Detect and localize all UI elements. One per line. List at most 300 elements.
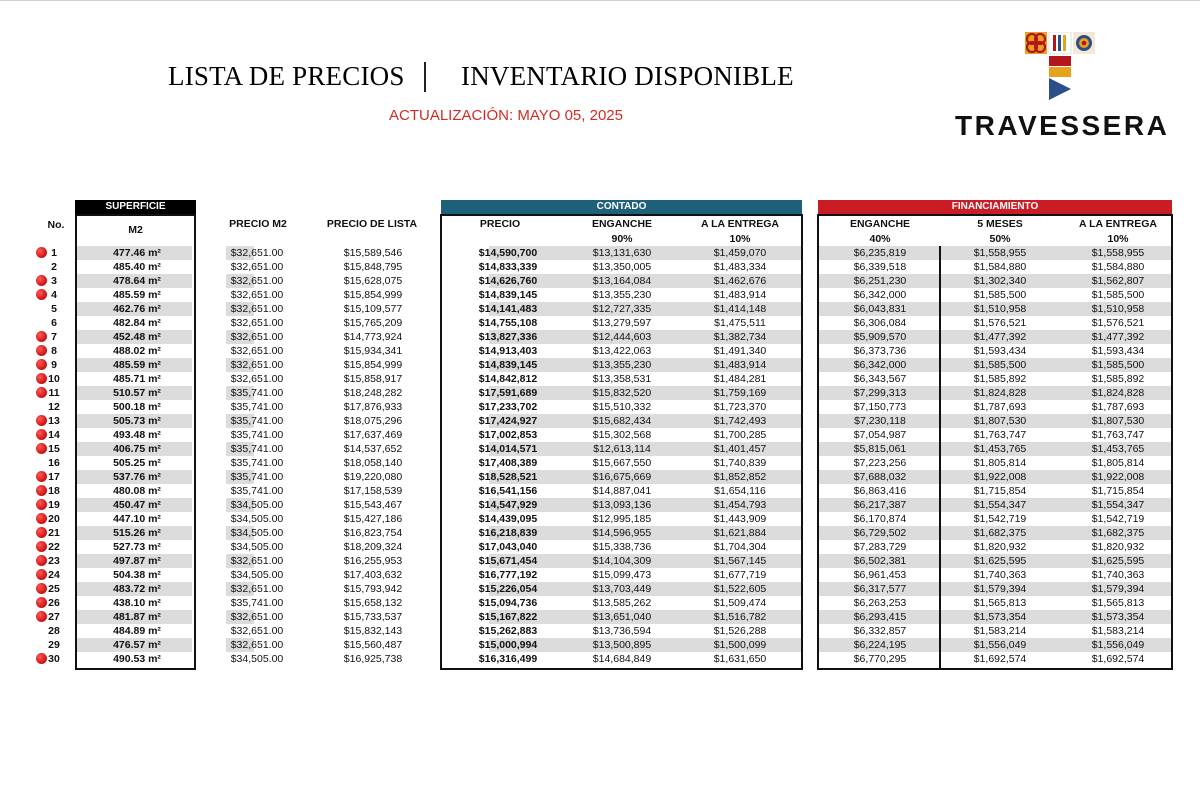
cell-enganche-90: $12,727,335 — [592, 303, 652, 315]
cell-precio-lista: $14,773,924 — [343, 331, 403, 343]
cell-no: 25 — [48, 583, 60, 595]
cell-enganche-90: $12,995,185 — [592, 513, 652, 525]
cell-fin-entrega-10: $1,542,719 — [1091, 513, 1145, 525]
cell-no: 29 — [48, 639, 60, 651]
cell-precio-lista: $17,158,539 — [343, 485, 403, 497]
cell-5-meses-50: $1,715,854 — [973, 485, 1027, 497]
cell-no: 16 — [48, 457, 60, 469]
cell-precio: $14,839,145 — [478, 359, 538, 371]
cell-fin-entrega-10: $1,558,955 — [1091, 247, 1145, 259]
cell-5-meses-50: $1,510,958 — [973, 303, 1027, 315]
cell-5-meses-50: $1,579,394 — [973, 583, 1027, 595]
cell-precio-lista: $16,925,738 — [343, 653, 403, 665]
cell-no: 26 — [48, 597, 60, 609]
cell-precio: $14,842,812 — [478, 373, 538, 385]
cell-enganche-40: $6,235,819 — [853, 247, 907, 259]
cell-5-meses-50: $1,302,340 — [973, 275, 1027, 287]
cell-enganche-40: $7,054,987 — [853, 429, 907, 441]
col-m2: M2 — [128, 224, 143, 236]
cell-enganche-90: $15,338,736 — [592, 541, 652, 553]
cell-enganche-40: $6,224,195 — [853, 639, 907, 651]
cell-precio-lista: $17,876,933 — [343, 401, 403, 413]
cell-enganche-40: $7,230,118 — [854, 415, 906, 427]
cell-no: 4 — [51, 289, 57, 301]
cell-precio: $15,167,822 — [478, 611, 538, 623]
cell-enganche-40: $6,217,387 — [853, 499, 907, 511]
cell-precio-lista: $18,058,140 — [343, 457, 403, 469]
cell-m2: 452.48 m² — [113, 331, 161, 343]
travessera-logo-icon — [1025, 32, 1095, 102]
cell-fin-entrega-10: $1,763,747 — [1091, 429, 1145, 441]
cell-fin-entrega-10: $1,805,814 — [1091, 457, 1145, 469]
col-meses-fin-pct: 50% — [989, 233, 1011, 245]
cell-enganche-90: $15,682,434 — [592, 415, 652, 427]
cell-enganche-90: $14,684,849 — [592, 653, 652, 665]
cell-enganche-40: $6,293,415 — [853, 611, 907, 623]
cell-m2: 450.47 m² — [113, 499, 161, 511]
cell-precio: $14,439,095 — [478, 513, 538, 525]
cell-fin-entrega-10: $1,554,347 — [1091, 499, 1145, 511]
cell-precio-m2: $32,651.00 — [230, 275, 284, 287]
cell-fin-entrega-10: $1,593,434 — [1091, 345, 1145, 357]
cell-precio: $13,827,336 — [478, 331, 538, 343]
cell-no: 1 — [51, 247, 57, 259]
cell-entrega-10: $1,522,605 — [713, 583, 767, 595]
cell-5-meses-50: $1,787,693 — [973, 401, 1027, 413]
cell-m2: 527.73 m² — [113, 541, 161, 553]
cell-no: 20 — [48, 513, 60, 525]
contado-frame — [440, 214, 803, 670]
cell-precio: $15,262,883 — [478, 625, 538, 637]
cell-fin-entrega-10: $1,807,530 — [1091, 415, 1145, 427]
cell-entrega-10: $1,723,370 — [713, 401, 767, 413]
cell-precio-m2: $34,505.00 — [230, 513, 284, 525]
cell-precio-m2: $34,505.00 — [230, 653, 284, 665]
cell-precio-lista: $18,209,324 — [343, 541, 403, 553]
cell-enganche-90: $13,585,262 — [592, 597, 652, 609]
cell-fin-entrega-10: $1,715,854 — [1091, 485, 1145, 497]
band-contado: CONTADO — [441, 200, 802, 214]
cell-precio-m2: $35,741.00 — [230, 401, 284, 413]
cell-5-meses-50: $1,692,574 — [973, 653, 1027, 665]
band-superficie: SUPERFICIE — [75, 200, 196, 214]
cell-m2: 480.08 m² — [113, 485, 161, 497]
cell-precio: $17,408,389 — [478, 457, 538, 469]
cell-no: 28 — [48, 625, 60, 637]
col-entrega-fin: A LA ENTREGA — [1079, 218, 1157, 230]
cell-enganche-40: $6,339,518 — [853, 261, 907, 273]
cell-precio-lista: $15,854,999 — [343, 359, 403, 371]
cell-precio-m2: $32,651.00 — [230, 303, 284, 315]
cell-precio: $15,094,736 — [478, 597, 538, 609]
cell-fin-entrega-10: $1,583,214 — [1091, 625, 1145, 637]
cell-entrega-10: $1,704,304 — [713, 541, 767, 553]
cell-m2: 485.59 m² — [113, 359, 161, 371]
cell-entrega-10: $1,759,169 — [713, 387, 767, 399]
cell-enganche-40: $6,863,416 — [853, 485, 907, 497]
cell-no: 14 — [48, 429, 60, 441]
cell-5-meses-50: $1,682,375 — [973, 527, 1027, 539]
cell-precio: $17,591,689 — [478, 387, 538, 399]
cell-precio-m2: $35,741.00 — [230, 387, 284, 399]
cell-entrega-10: $1,621,884 — [713, 527, 767, 539]
top-border — [0, 0, 1200, 1]
cell-precio-lista: $15,109,577 — [343, 303, 403, 315]
col-precio-lista: PRECIO DE LISTA — [326, 218, 418, 230]
cell-m2: 406.75 m² — [113, 443, 161, 455]
cell-precio-m2: $32,651.00 — [230, 583, 284, 595]
cell-m2: 438.10 m² — [113, 597, 161, 609]
cell-enganche-90: $13,093,136 — [592, 499, 652, 511]
cell-precio: $15,000,994 — [478, 639, 538, 651]
col-meses-fin: 5 MESES — [977, 218, 1023, 230]
cell-5-meses-50: $1,763,747 — [973, 429, 1027, 441]
cell-m2: 505.25 m² — [113, 457, 161, 469]
cell-precio: $16,777,192 — [478, 569, 538, 581]
cell-precio-m2: $32,651.00 — [230, 289, 284, 301]
cell-entrega-10: $1,500,099 — [713, 639, 767, 651]
title-separator — [424, 62, 426, 92]
cell-m2: 490.53 m² — [113, 653, 161, 665]
cell-5-meses-50: $1,565,813 — [973, 597, 1027, 609]
cell-no: 10 — [48, 373, 60, 385]
cell-precio-lista: $16,823,754 — [343, 527, 403, 539]
cell-enganche-90: $13,164,084 — [592, 275, 652, 287]
cell-entrega-10: $1,414,148 — [713, 303, 767, 315]
cell-enganche-90: $13,355,230 — [592, 359, 652, 371]
cell-enganche-40: $7,150,773 — [853, 401, 907, 413]
cell-precio: $14,755,108 — [478, 317, 538, 329]
cell-entrega-10: $1,654,116 — [714, 485, 766, 497]
cell-precio: $14,913,403 — [478, 345, 538, 357]
cell-entrega-10: $1,454,793 — [713, 499, 767, 511]
cell-precio: $18,528,521 — [478, 471, 538, 483]
cell-enganche-40: $5,815,061 — [853, 443, 907, 455]
cell-enganche-40: $6,342,000 — [853, 289, 907, 301]
cell-precio-lista: $15,848,795 — [343, 261, 403, 273]
cell-5-meses-50: $1,625,595 — [973, 555, 1027, 567]
col-precio-m2: PRECIO M2 — [229, 218, 287, 230]
cell-enganche-90: $13,350,005 — [592, 261, 652, 273]
cell-no: 7 — [51, 331, 57, 343]
cell-5-meses-50: $1,585,500 — [973, 359, 1027, 371]
cell-fin-entrega-10: $1,692,574 — [1091, 653, 1145, 665]
cell-m2: 497.87 m² — [113, 555, 161, 567]
cell-entrega-10: $1,740,839 — [713, 457, 767, 469]
cell-m2: 515.26 m² — [113, 527, 161, 539]
cell-entrega-10: $1,631,650 — [713, 653, 767, 665]
cell-precio: $17,233,702 — [478, 401, 538, 413]
cell-enganche-40: $6,251,230 — [853, 275, 907, 287]
cell-precio: $17,043,040 — [478, 541, 538, 553]
cell-5-meses-50: $1,824,828 — [973, 387, 1027, 399]
cell-5-meses-50: $1,542,719 — [973, 513, 1027, 525]
cell-entrega-10: $1,677,719 — [713, 569, 767, 581]
cell-5-meses-50: $1,922,008 — [973, 471, 1027, 483]
cell-no: 13 — [48, 415, 60, 427]
cell-5-meses-50: $1,820,932 — [973, 541, 1027, 553]
cell-fin-entrega-10: $1,477,392 — [1091, 331, 1145, 343]
cell-fin-entrega-10: $1,787,693 — [1091, 401, 1145, 413]
cell-enganche-90: $13,651,040 — [592, 611, 652, 623]
cell-5-meses-50: $1,573,354 — [973, 611, 1027, 623]
cell-entrega-10: $1,700,285 — [713, 429, 767, 441]
cell-m2: 504.38 m² — [113, 569, 161, 581]
cell-precio-lista: $15,765,209 — [343, 317, 403, 329]
cell-precio-lista: $18,075,296 — [343, 415, 403, 427]
cell-precio-m2: $32,651.00 — [230, 611, 284, 623]
cell-precio: $16,541,156 — [478, 485, 538, 497]
cell-precio-m2: $32,651.00 — [230, 345, 284, 357]
cell-precio-lista: $15,934,341 — [343, 345, 403, 357]
cell-no: 15 — [48, 443, 60, 455]
cell-precio-m2: $32,651.00 — [230, 555, 284, 567]
cell-precio-lista: $16,255,953 — [343, 555, 403, 567]
cell-no: 2 — [51, 261, 57, 273]
cell-enganche-40: $6,317,577 — [853, 583, 907, 595]
financiamiento-frame — [817, 214, 1173, 670]
cell-fin-entrega-10: $1,556,049 — [1091, 639, 1145, 651]
cell-enganche-40: $6,306,084 — [853, 317, 907, 329]
cell-fin-entrega-10: $1,562,807 — [1091, 275, 1145, 287]
cell-enganche-90: $12,444,603 — [592, 331, 652, 343]
cell-precio-lista: $14,537,652 — [343, 443, 403, 455]
cell-precio-lista: $17,637,469 — [343, 429, 403, 441]
cell-entrega-10: $1,742,493 — [713, 415, 767, 427]
cell-5-meses-50: $1,807,530 — [973, 415, 1027, 427]
cell-5-meses-50: $1,593,434 — [973, 345, 1027, 357]
cell-m2: 483.72 m² — [113, 583, 161, 595]
cell-enganche-90: $15,510,332 — [592, 401, 652, 413]
cell-enganche-40: $7,283,729 — [853, 541, 907, 553]
cell-enganche-90: $14,596,955 — [592, 527, 652, 539]
cell-no: 17 — [48, 471, 60, 483]
cell-entrega-10: $1,483,914 — [713, 359, 767, 371]
cell-no: 8 — [51, 345, 57, 357]
col-entrega-contado-pct: 10% — [729, 233, 751, 245]
cell-no: 12 — [48, 401, 60, 413]
cell-precio: $14,547,929 — [478, 499, 538, 511]
cell-5-meses-50: $1,585,500 — [973, 289, 1027, 301]
cell-entrega-10: $1,459,070 — [713, 247, 767, 259]
cell-fin-entrega-10: $1,565,813 — [1091, 597, 1145, 609]
cell-precio: $16,316,499 — [478, 653, 538, 665]
cell-no: 24 — [48, 569, 60, 581]
page-title: LISTA DE PRECIOS — [168, 61, 405, 91]
cell-enganche-90: $14,887,041 — [592, 485, 652, 497]
cell-precio-m2: $32,651.00 — [230, 261, 284, 273]
cell-no: 6 — [51, 317, 57, 329]
cell-m2: 537.76 m² — [113, 471, 161, 483]
cell-5-meses-50: $1,477,392 — [973, 331, 1027, 343]
cell-entrega-10: $1,509,474 — [713, 597, 767, 609]
cell-fin-entrega-10: $1,579,394 — [1091, 583, 1145, 595]
col-entrega-contado: A LA ENTREGA — [701, 218, 779, 230]
cell-m2: 505.73 m² — [113, 415, 161, 427]
cell-precio-lista: $15,793,942 — [343, 583, 403, 595]
cell-precio: $14,833,339 — [478, 261, 538, 273]
cell-5-meses-50: $1,453,765 — [973, 443, 1027, 455]
cell-precio-lista: $15,733,537 — [343, 611, 403, 623]
cell-enganche-40: $6,729,502 — [853, 527, 907, 539]
cell-precio-lista: $15,858,917 — [343, 373, 403, 385]
cell-m2: 476.57 m² — [113, 639, 161, 651]
cell-fin-entrega-10: $1,922,008 — [1091, 471, 1145, 483]
cell-precio: $17,424,927 — [478, 415, 538, 427]
cell-entrega-10: $1,401,457 — [713, 443, 767, 455]
cell-5-meses-50: $1,740,363 — [973, 569, 1027, 581]
cell-no: 19 — [48, 499, 60, 511]
col-precio: PRECIO — [479, 218, 521, 230]
cell-m2: 478.64 m² — [113, 275, 161, 287]
cell-no: 23 — [48, 555, 60, 567]
cell-fin-entrega-10: $1,576,521 — [1091, 317, 1145, 329]
col-entrega-fin-pct: 10% — [1107, 233, 1129, 245]
cell-entrega-10: $1,484,281 — [713, 373, 767, 385]
cell-enganche-90: $15,667,550 — [592, 457, 652, 469]
cell-fin-entrega-10: $1,584,880 — [1091, 261, 1145, 273]
cell-fin-entrega-10: $1,820,932 — [1091, 541, 1145, 553]
cell-precio: $14,141,483 — [478, 303, 538, 315]
cell-fin-entrega-10: $1,585,500 — [1091, 289, 1145, 301]
cell-no: 18 — [48, 485, 60, 497]
cell-fin-entrega-10: $1,573,354 — [1091, 611, 1145, 623]
cell-precio-lista: $15,832,143 — [343, 625, 403, 637]
cell-precio-m2: $35,741.00 — [230, 485, 284, 497]
col-enganche-contado-pct: 90% — [611, 233, 633, 245]
cell-fin-entrega-10: $1,625,595 — [1091, 555, 1145, 567]
cell-no: 3 — [51, 275, 57, 287]
col-enganche-fin-pct: 40% — [869, 233, 891, 245]
cell-fin-entrega-10: $1,740,363 — [1091, 569, 1145, 581]
cell-enganche-90: $13,422,063 — [592, 345, 652, 357]
cell-precio: $14,839,145 — [478, 289, 538, 301]
cell-enganche-40: $6,961,453 — [853, 569, 907, 581]
brand-name: TRAVESSERA — [955, 110, 1170, 141]
page-subtitle: INVENTARIO DISPONIBLE — [461, 61, 794, 91]
cell-m2: 510.57 m² — [113, 387, 161, 399]
cell-precio-m2: $32,651.00 — [230, 359, 284, 371]
cell-no: 30 — [48, 653, 60, 665]
cell-m2: 477.46 m² — [113, 247, 161, 259]
cell-no: 22 — [48, 541, 60, 553]
superficie-frame — [75, 214, 196, 670]
cell-precio-lista: $15,628,075 — [343, 275, 403, 287]
cell-enganche-40: $6,043,831 — [853, 303, 907, 315]
cell-enganche-40: $6,343,567 — [853, 373, 907, 385]
cell-enganche-90: $13,703,449 — [592, 583, 652, 595]
cell-precio-m2: $32,651.00 — [230, 247, 284, 259]
cell-enganche-40: $5,909,570 — [853, 331, 907, 343]
cell-enganche-90: $13,358,531 — [592, 373, 652, 385]
cell-precio-lista: $15,560,487 — [343, 639, 403, 651]
cell-m2: 482.84 m² — [113, 317, 161, 329]
cell-entrega-10: $1,483,914 — [713, 289, 767, 301]
cell-5-meses-50: $1,583,214 — [973, 625, 1027, 637]
cell-enganche-40: $6,263,253 — [853, 597, 907, 609]
cell-enganche-90: $13,279,597 — [592, 317, 652, 329]
cell-entrega-10: $1,475,511 — [714, 317, 766, 329]
cell-entrega-10: $1,516,782 — [713, 611, 767, 623]
cell-precio-m2: $32,651.00 — [230, 639, 284, 651]
cell-5-meses-50: $1,584,880 — [973, 261, 1027, 273]
cell-enganche-40: $6,373,736 — [853, 345, 907, 357]
cell-precio-m2: $35,741.00 — [230, 415, 284, 427]
cell-fin-entrega-10: $1,585,500 — [1091, 359, 1145, 371]
cell-5-meses-50: $1,558,955 — [973, 247, 1027, 259]
cell-m2: 493.48 m² — [113, 429, 161, 441]
cell-precio: $14,590,700 — [478, 247, 538, 259]
cell-precio-m2: $35,741.00 — [230, 457, 284, 469]
cell-precio-m2: $34,505.00 — [230, 527, 284, 539]
cell-precio-lista: $15,543,467 — [343, 499, 403, 511]
col-enganche-contado: ENGANCHE — [591, 218, 653, 230]
cell-m2: 484.89 m² — [113, 625, 161, 637]
cell-enganche-40: $6,342,000 — [853, 359, 907, 371]
cell-fin-entrega-10: $1,682,375 — [1091, 527, 1145, 539]
cell-5-meses-50: $1,556,049 — [973, 639, 1027, 651]
cell-precio-lista: $15,658,132 — [343, 597, 403, 609]
cell-enganche-90: $13,131,630 — [592, 247, 652, 259]
cell-precio-m2: $32,651.00 — [230, 331, 284, 343]
cell-precio-m2: $32,651.00 — [230, 373, 284, 385]
cell-enganche-40: $7,223,256 — [853, 457, 907, 469]
cell-precio-m2: $35,741.00 — [230, 429, 284, 441]
cell-enganche-90: $15,099,473 — [592, 569, 652, 581]
cell-entrega-10: $1,443,909 — [713, 513, 767, 525]
cell-precio-lista: $19,220,080 — [343, 471, 403, 483]
cell-5-meses-50: $1,585,892 — [973, 373, 1027, 385]
update-date: ACTUALIZACIÓN: MAYO 05, 2025 — [389, 107, 623, 124]
cell-no: 11 — [48, 387, 60, 399]
cell-5-meses-50: $1,576,521 — [973, 317, 1027, 329]
cell-enganche-40: $7,688,032 — [853, 471, 907, 483]
cell-precio-lista: $18,248,282 — [343, 387, 403, 399]
cell-entrega-10: $1,526,288 — [713, 625, 767, 637]
col-no: No. — [47, 219, 65, 231]
cell-precio-m2: $34,505.00 — [230, 569, 284, 581]
financiamiento-divider — [939, 246, 941, 670]
col-enganche-fin: ENGANCHE — [849, 218, 911, 230]
cell-precio-lista: $15,854,999 — [343, 289, 403, 301]
cell-m2: 488.02 m² — [113, 345, 161, 357]
cell-fin-entrega-10: $1,824,828 — [1091, 387, 1145, 399]
cell-precio-lista: $15,427,186 — [343, 513, 403, 525]
cell-enganche-90: $13,355,230 — [592, 289, 652, 301]
cell-no: 21 — [48, 527, 60, 539]
cell-entrega-10: $1,852,852 — [713, 471, 767, 483]
cell-precio-lista: $15,589,546 — [343, 247, 403, 259]
cell-no: 27 — [48, 611, 60, 623]
cell-precio: $15,671,454 — [478, 555, 538, 567]
cell-no: 9 — [51, 359, 57, 371]
cell-entrega-10: $1,382,734 — [713, 331, 767, 343]
cell-precio: $14,014,571 — [478, 443, 538, 455]
cell-precio: $17,002,853 — [478, 429, 538, 441]
cell-enganche-90: $12,613,114 — [593, 443, 651, 455]
cell-entrega-10: $1,462,676 — [713, 275, 767, 287]
cell-precio-m2: $35,741.00 — [230, 471, 284, 483]
cell-m2: 462.76 m² — [113, 303, 161, 315]
cell-5-meses-50: $1,805,814 — [973, 457, 1027, 469]
cell-precio-m2: $34,505.00 — [230, 499, 284, 511]
cell-enganche-90: $15,832,520 — [592, 387, 652, 399]
cell-entrega-10: $1,491,340 — [713, 345, 767, 357]
cell-entrega-10: $1,483,334 — [713, 261, 767, 273]
cell-enganche-40: $6,170,874 — [853, 513, 907, 525]
cell-enganche-40: $6,332,857 — [853, 625, 907, 637]
cell-precio-lista: $17,403,632 — [343, 569, 403, 581]
